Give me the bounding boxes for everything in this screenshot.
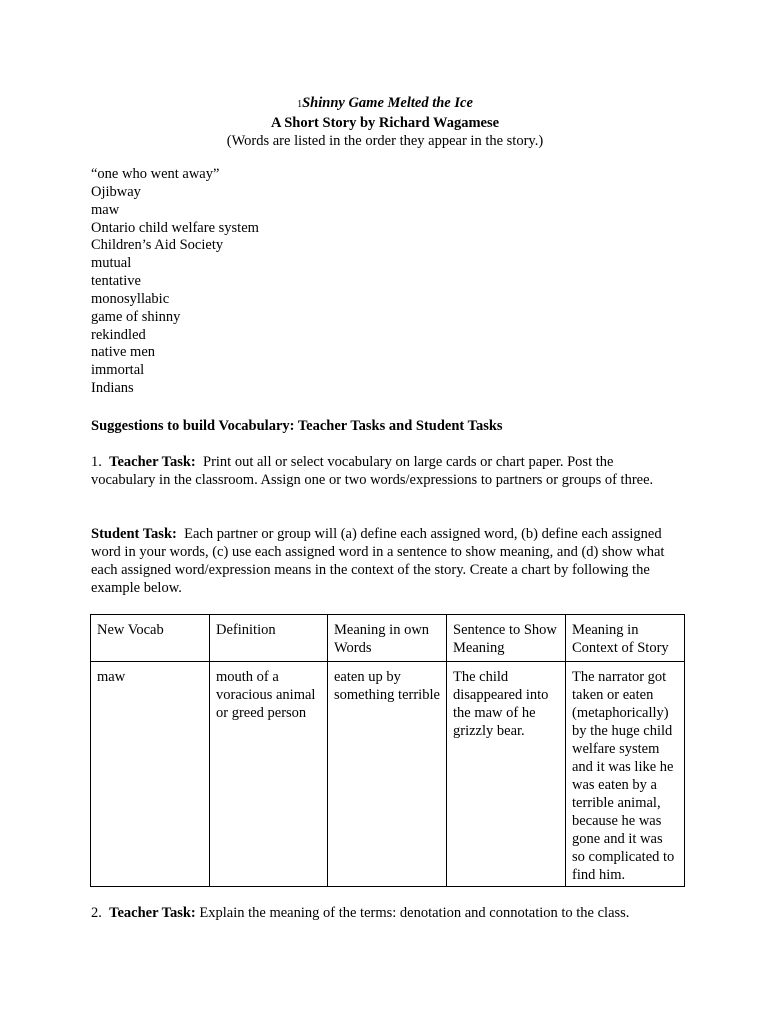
teacher-task-1 (91, 453, 681, 489)
vocab-item: game of shinny (91, 308, 181, 325)
task-text: Explain the meaning of the terms: denotation and connotation to the class. (199, 905, 630, 921)
teacher-task-2 (91, 904, 681, 922)
story-subtitle: A Short Story by Richard Wagamese (270, 115, 500, 131)
table-cell: mouth of a voracious animal or greed person (210, 662, 328, 887)
task-text: Print out all or select vocabulary on large cards or chart paper. Post the vocabulary in the classroom. Assign one or two words/expressions to partners or groups of three. (91, 454, 654, 488)
table-cell: eaten up by something terrible (328, 662, 447, 887)
vocabulary-list (91, 165, 259, 397)
story-title-line (0, 94, 770, 114)
table-header-row (91, 615, 685, 662)
vocab-item: immortal (91, 362, 145, 379)
document-header (0, 94, 770, 150)
vocab-item: Ojibway (91, 183, 141, 200)
story-title: Shinny Game Melted the Ice (302, 95, 473, 111)
task-label: Teacher Task: (109, 454, 196, 470)
student-task-label: Student Task: (91, 526, 177, 542)
header-cell: Definition (210, 615, 328, 662)
student-task (91, 525, 681, 597)
header-cell: Sentence to Show Meaning (447, 615, 566, 662)
header-cell: Meaning in own Words (328, 615, 447, 662)
table-row (91, 662, 685, 887)
vocab-item: Indians (91, 380, 134, 397)
footnote-marker: 1 (297, 99, 303, 110)
vocab-item: Ontario child welfare system (91, 219, 259, 236)
header-cell: New Vocab (91, 615, 210, 662)
vocab-item: maw (91, 201, 120, 218)
order-note: (Words are listed in the order they appear in the story.) (226, 133, 544, 149)
task-label: Teacher Task: (109, 905, 196, 921)
task-number: 1. (91, 454, 102, 470)
table-cell: The child disappeared into the maw of he grizzly bear. (447, 662, 566, 887)
vocab-item: tentative (91, 273, 141, 290)
task-number: 2. (91, 905, 102, 921)
vocab-item: rekindled (91, 326, 146, 343)
vocab-chart-table (90, 614, 685, 887)
vocab-item: mutual (91, 255, 132, 272)
student-task-text: Each partner or group will (a) define each assigned word, (b) define each assigned word in your words, (c) use each assigned word in a sentence to show meaning, and (d) show what each assigned word/expression means in the context of the story. Create a chart by following the example below. (91, 526, 665, 596)
vocab-item: Children’s Aid Society (91, 237, 224, 254)
vocab-item: “one who went away” (91, 166, 220, 182)
header-cell: Meaning in Context of Story (566, 615, 685, 662)
table-cell: maw (91, 662, 210, 887)
table-cell: The narrator got taken or eaten (metaphorically) by the huge child welfare system and it was like he was eaten by a terrible animal, because he was gone and it was so complicated to find him. (566, 662, 685, 887)
section-heading: Suggestions to build Vocabulary: Teacher Tasks and Student Tasks (91, 418, 503, 434)
vocab-item: monosyllabic (91, 290, 170, 307)
vocab-item: native men (91, 344, 156, 361)
